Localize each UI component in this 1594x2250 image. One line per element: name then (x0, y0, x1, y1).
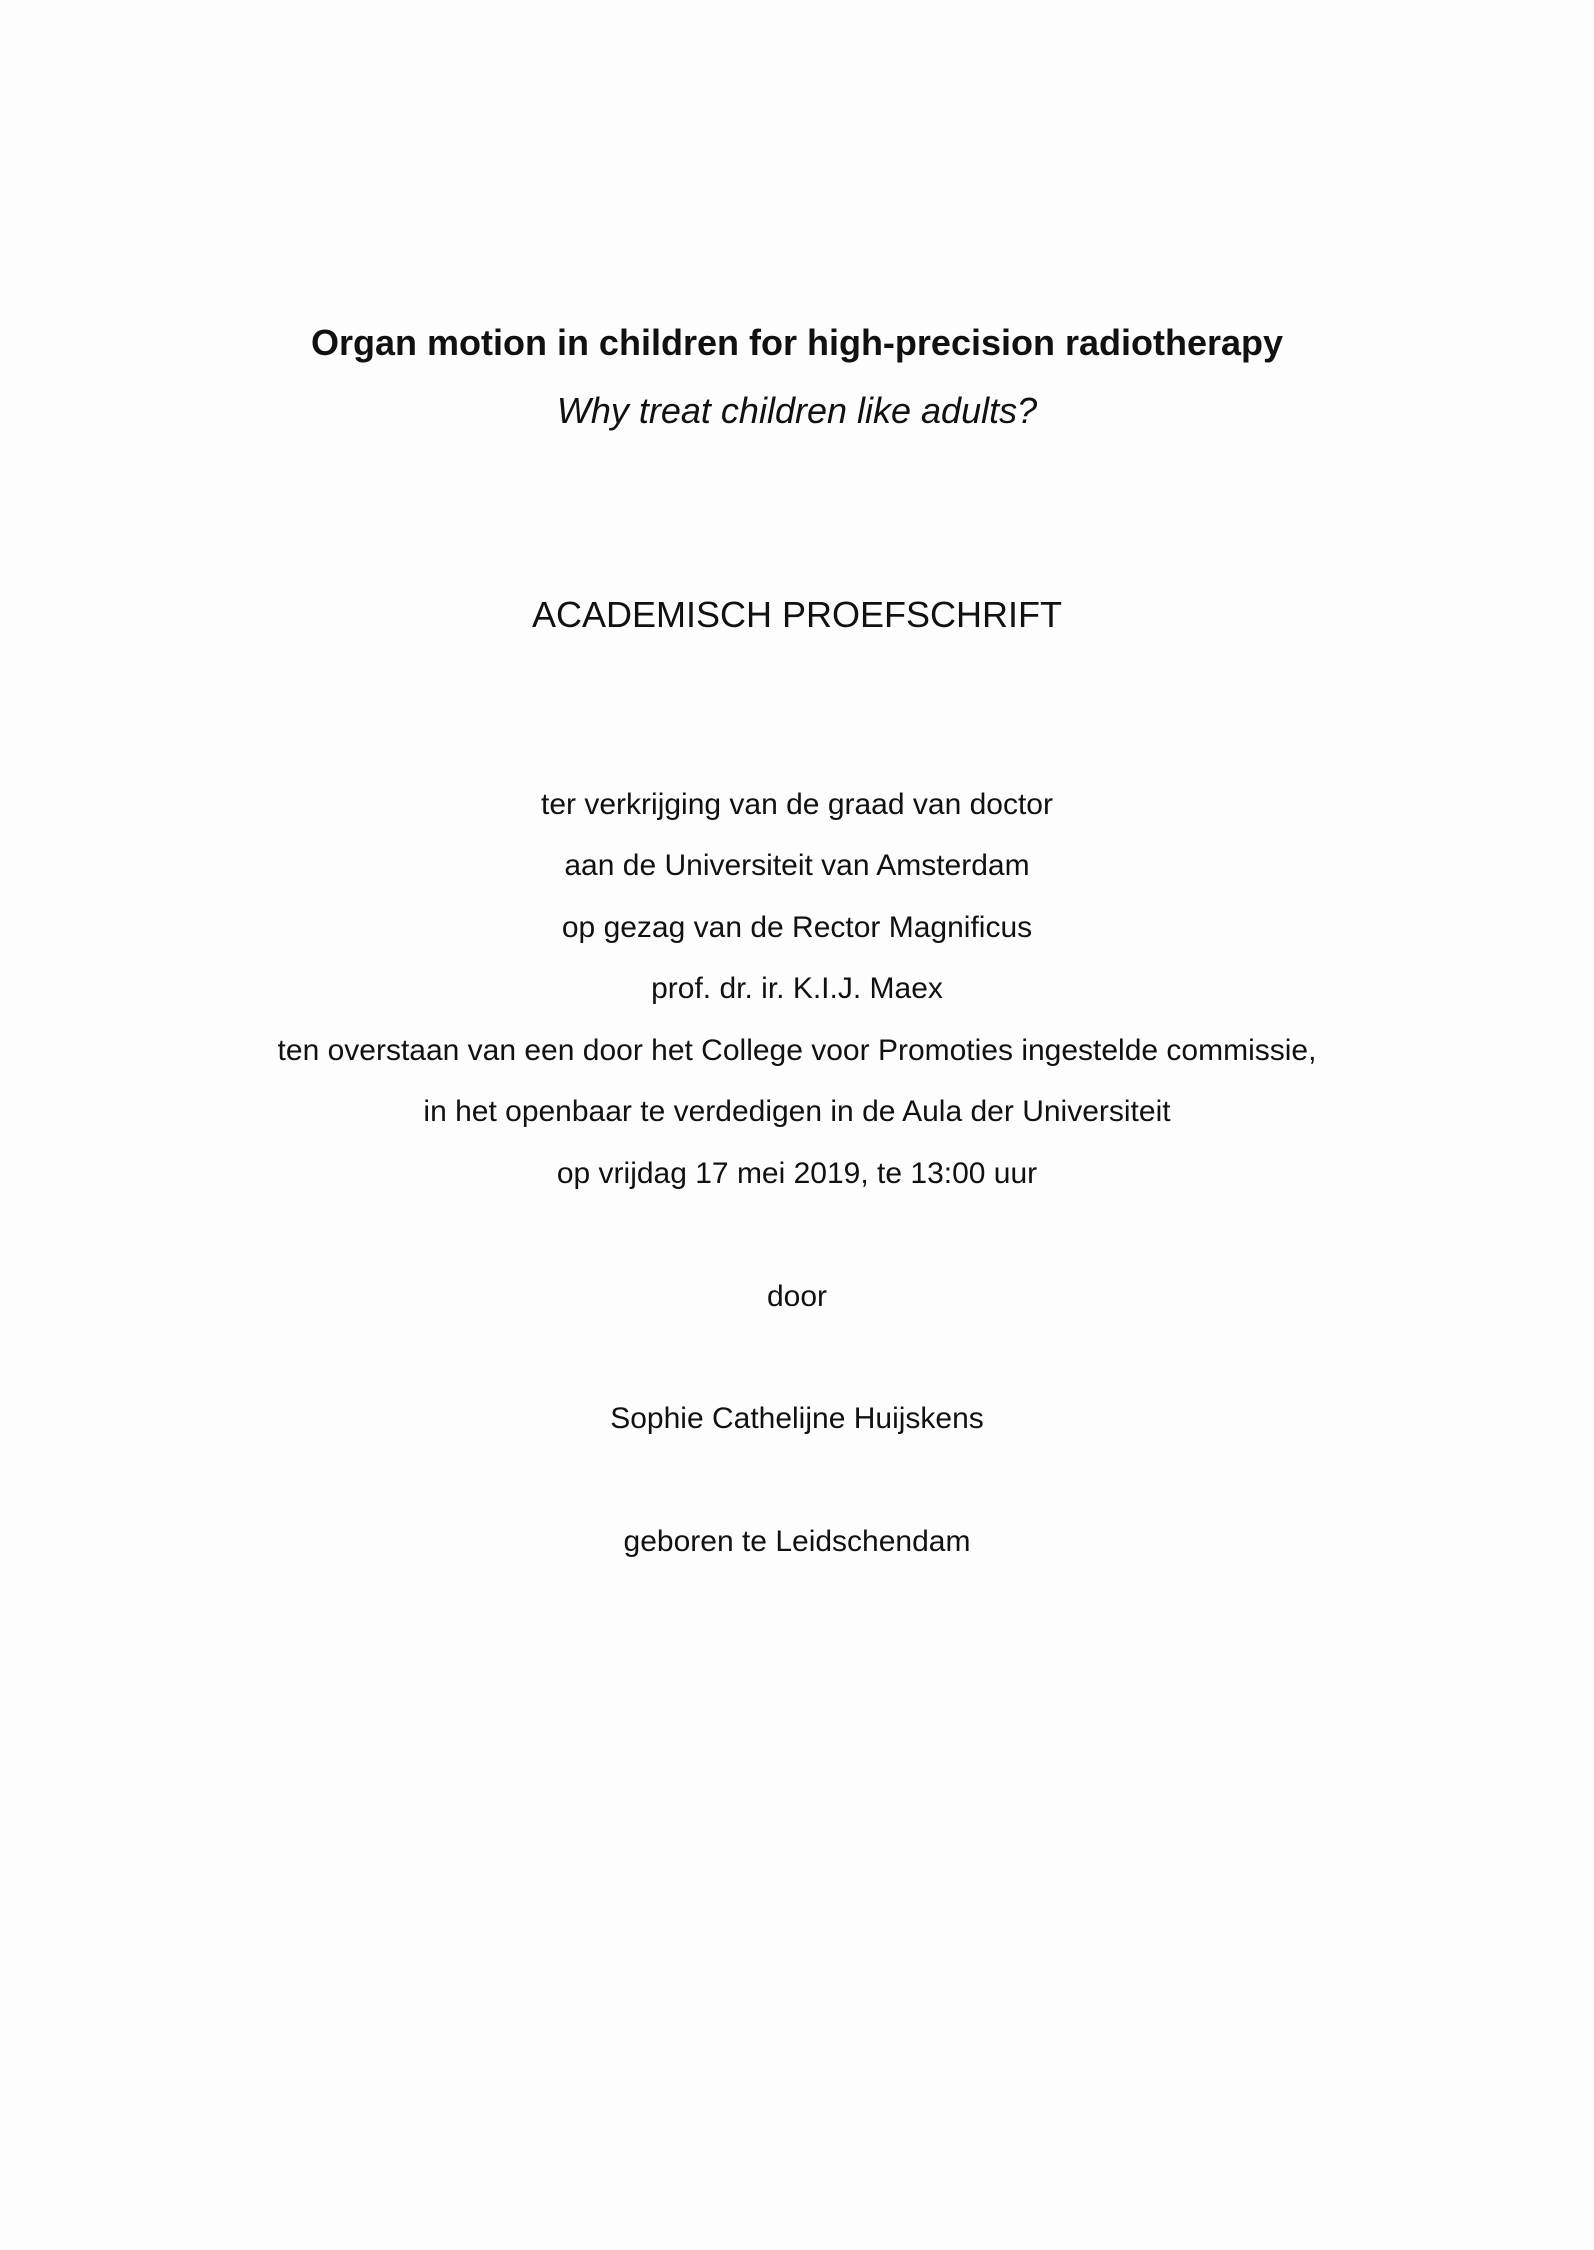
rector-name-line: prof. dr. ir. K.I.J. Maex (651, 972, 943, 1005)
degree-line: ter verkrijging van de graad van doctor (541, 788, 1053, 821)
document-type-heading: ACADEMISCH PROEFSCHRIFT (531, 594, 1063, 635)
committee-line: ten overstaan van een door het College voor Promoties ingestelde commissie, (277, 1034, 1317, 1067)
university-line: aan de Universiteit van Amsterdam (564, 849, 1030, 882)
thesis-title: Organ motion in children for high-precision radiotherapy (310, 322, 1284, 363)
birthplace-line: geboren te Leidschendam (623, 1525, 971, 1558)
by-label: door (766, 1280, 828, 1313)
defense-date-line: op vrijdag 17 mei 2019, te 13:00 uur (556, 1157, 1038, 1190)
defense-location-line: in het openbaar te verdedigen in de Aula der Universiteit (423, 1095, 1171, 1128)
thesis-subtitle: Why treat children like adults? (556, 390, 1038, 431)
authority-line: op gezag van de Rector Magnificus (561, 911, 1033, 944)
author-name: Sophie Cathelijne Huijskens (610, 1402, 984, 1435)
